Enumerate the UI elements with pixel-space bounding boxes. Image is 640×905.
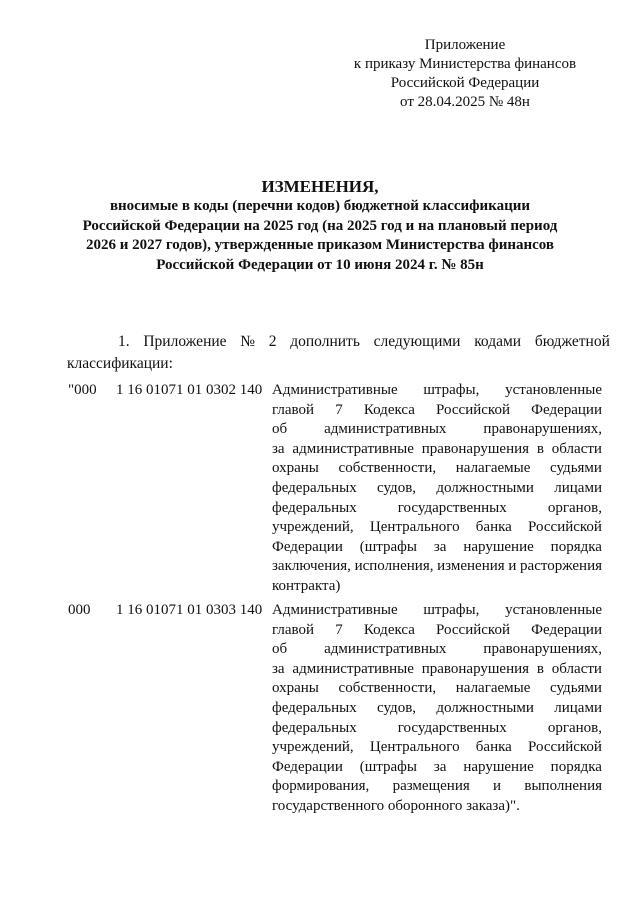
- word: банка: [475, 739, 512, 756]
- code-description: [272, 601, 602, 817]
- word: за: [272, 440, 285, 457]
- description-line: [272, 719, 602, 739]
- title-line: Российской Федерации на 2025 год (на 2025 год и на плановый период: [82, 217, 558, 234]
- word: 2: [268, 333, 277, 350]
- document-title: [40, 177, 600, 275]
- word: правонарушения: [421, 440, 530, 457]
- word: Кодекса: [363, 401, 415, 418]
- word: выполнения: [524, 778, 602, 795]
- word: установленные: [505, 382, 602, 398]
- word: Федерации: [272, 758, 343, 775]
- word: административные: [292, 440, 414, 457]
- word: области: [551, 440, 602, 457]
- word: охраны: [272, 680, 319, 697]
- description-line: [272, 557, 602, 577]
- word: федеральных: [272, 719, 357, 736]
- title-main: ИЗМЕНЕНИЯ,: [261, 177, 379, 196]
- title-line: 2026 и 2027 годов), утвержденные приказом Министерства финансов: [85, 237, 555, 253]
- word: собственности,: [338, 460, 437, 477]
- title-line: вносимые в коды (перечни кодов) бюджетной классификации: [109, 198, 531, 214]
- word: Центрального: [369, 739, 460, 756]
- word: области: [551, 660, 602, 677]
- word: (штрафы: [359, 758, 417, 775]
- word: учреждений,: [272, 739, 354, 756]
- word: федеральных: [272, 479, 357, 496]
- budget-code: 1 16 01071 01 0303 140: [116, 602, 263, 618]
- word: административные: [292, 660, 414, 677]
- word: нарушение: [463, 758, 534, 775]
- word: 1.: [118, 333, 130, 350]
- word: охраны: [272, 460, 319, 477]
- paragraph-line: классификации:: [67, 355, 173, 372]
- word: в: [536, 660, 544, 677]
- word: главой: [272, 621, 315, 638]
- word: дополнить: [290, 333, 360, 350]
- word: за: [272, 660, 285, 677]
- description-line: [272, 499, 602, 519]
- word: судьями: [550, 460, 602, 477]
- word: 7: [335, 621, 343, 638]
- description-line: [272, 621, 602, 641]
- appendix-line: Приложение: [424, 37, 506, 53]
- paragraph-1: [67, 331, 610, 375]
- word: Административные: [272, 602, 398, 618]
- word: правонарушениях,: [483, 421, 602, 438]
- description-line: [272, 538, 602, 558]
- word: административных: [324, 641, 447, 658]
- admin-code: "000: [68, 382, 97, 398]
- word: (штрафы: [359, 538, 417, 555]
- word: за: [433, 758, 447, 775]
- word: установленные: [505, 602, 602, 618]
- word: органов,: [547, 719, 602, 736]
- word: нарушение: [463, 538, 534, 555]
- admin-code: 000: [68, 602, 91, 618]
- word: изменения: [437, 558, 505, 575]
- word: правонарушениях,: [483, 641, 602, 658]
- word: органов,: [547, 499, 602, 516]
- word: учреждений,: [272, 519, 354, 536]
- word: должностными: [436, 699, 534, 716]
- word: Российской: [436, 401, 510, 418]
- word: Федерации: [531, 621, 602, 638]
- word: 7: [335, 401, 343, 418]
- description-line: [272, 679, 602, 699]
- word: собственности,: [338, 680, 437, 697]
- word: государственных: [397, 719, 507, 736]
- word: заключения,: [272, 558, 351, 575]
- word: федеральных: [272, 699, 357, 716]
- description-line: [272, 518, 602, 538]
- word: судьями: [550, 680, 602, 697]
- code-description: [272, 381, 602, 597]
- word: Российской: [528, 519, 602, 536]
- word: судов,: [377, 699, 417, 716]
- word: налагаемые: [455, 680, 531, 697]
- word: порядка: [550, 758, 602, 775]
- appendix-line: от 28.04.2025 № 48н: [400, 94, 530, 110]
- word: административных: [324, 421, 447, 438]
- budget-code: 1 16 01071 01 0302 140: [116, 382, 263, 398]
- word: об: [272, 641, 288, 658]
- word: Российской: [528, 739, 602, 756]
- word: Российской: [436, 621, 510, 638]
- description-line: [272, 479, 602, 499]
- word: Приложение: [143, 333, 227, 350]
- word: №: [240, 333, 256, 350]
- word: размещения: [392, 778, 470, 795]
- description-line: контракта): [272, 577, 341, 594]
- description-line: [272, 738, 602, 758]
- word: за: [433, 538, 447, 555]
- word: порядка: [550, 538, 602, 555]
- description-line: [272, 699, 602, 719]
- word: и: [508, 558, 517, 575]
- description-line: [272, 640, 602, 660]
- description-line: [272, 401, 602, 421]
- appendix-header: [340, 36, 590, 112]
- paragraph-line: [67, 331, 610, 353]
- word: налагаемые: [455, 460, 531, 477]
- word: лицами: [554, 479, 602, 496]
- word: Административные: [272, 382, 398, 398]
- word: следующими: [373, 333, 461, 350]
- description-line: [272, 459, 602, 479]
- word: штрафы,: [423, 602, 480, 618]
- description-line: [272, 758, 602, 778]
- word: Федерации: [531, 401, 602, 418]
- word: судов,: [377, 479, 417, 496]
- word: федеральных: [272, 499, 357, 516]
- description-line: [272, 440, 602, 460]
- description-line: [272, 660, 602, 680]
- word: бюджетной: [534, 333, 610, 350]
- word: правонарушения: [421, 660, 530, 677]
- word: штрафы,: [423, 382, 480, 398]
- word: исполнения,: [354, 558, 434, 575]
- description-line: [272, 381, 602, 401]
- word: должностными: [436, 479, 534, 496]
- word: лицами: [554, 699, 602, 716]
- word: Кодекса: [363, 621, 415, 638]
- word: формирования,: [272, 778, 370, 795]
- description-line: [272, 777, 602, 797]
- word: главой: [272, 401, 315, 418]
- word: и: [493, 778, 502, 795]
- word: государственных: [397, 499, 507, 516]
- title-line: Российской Федерации от 10 июня 2024 г. № 85н: [156, 256, 484, 273]
- word: банка: [475, 519, 512, 536]
- description-line: [272, 420, 602, 440]
- word: кодами: [474, 333, 522, 350]
- word: об: [272, 421, 288, 438]
- appendix-line: Российской Федерации: [390, 75, 540, 91]
- word: в: [536, 440, 544, 457]
- description-line: государственного оборонного заказа)".: [272, 797, 520, 814]
- word: Центрального: [369, 519, 460, 536]
- description-line: [272, 601, 602, 621]
- word: расторжения: [520, 558, 602, 575]
- appendix-line: к приказу Министерства финансов: [353, 56, 577, 72]
- word: Федерации: [272, 538, 343, 555]
